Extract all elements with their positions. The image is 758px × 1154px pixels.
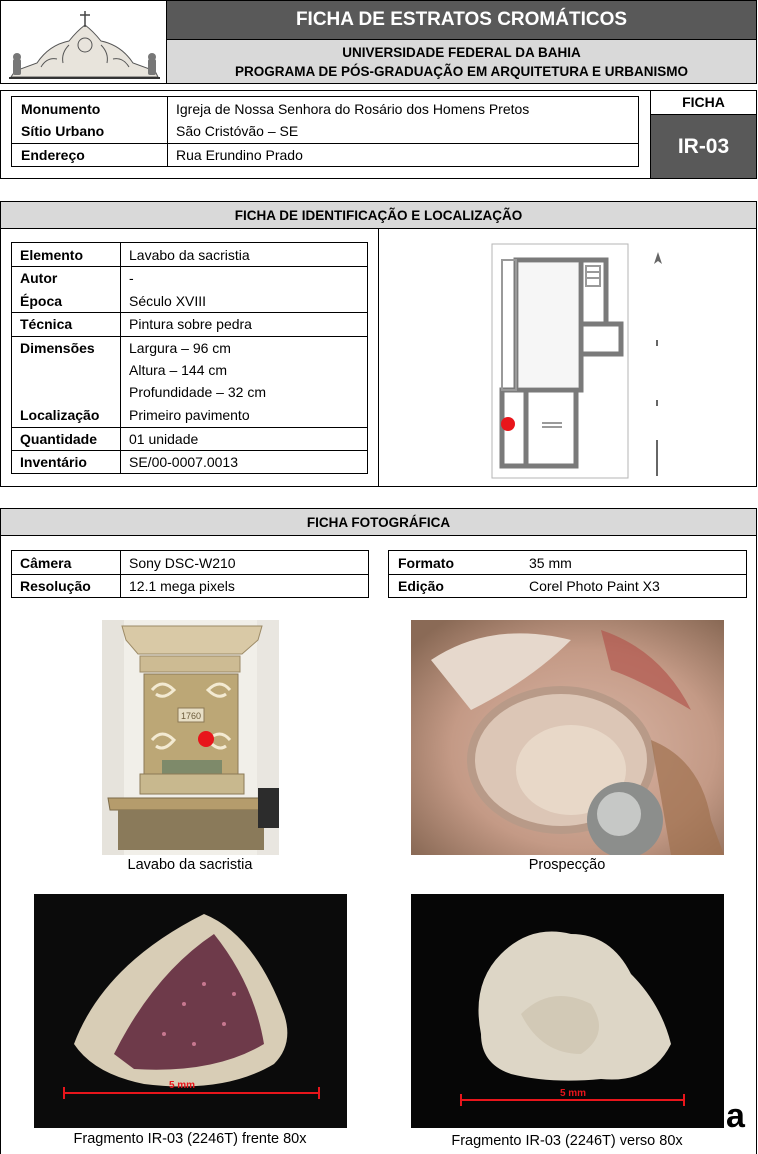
university-name: UNIVERSIDADE FEDERAL DA BAHIA [342, 45, 581, 60]
photo-section-title: FICHA FOTOGRÁFICA [0, 508, 757, 536]
altura-value: Altura – 144 cm [129, 362, 228, 378]
tecnica-label: Técnica [20, 316, 73, 332]
epoca-value: Século XVIII [129, 293, 207, 309]
formato-label: Formato [398, 555, 454, 571]
endereco-label: Endereço [21, 147, 85, 163]
autor-label: Autor [20, 270, 58, 286]
edicao-label: Edição [398, 578, 444, 594]
profundidade-value: Profundidade – 32 cm [129, 384, 266, 400]
ficha-label-box [650, 90, 757, 115]
monumento-label: Monumento [21, 101, 101, 117]
identification-title: FICHA DE IDENTIFICAÇÃO E LOCALIZAÇÃO [0, 201, 757, 229]
program-name: PROGRAMA DE PÓS-GRADUAÇÃO EM ARQUITETURA E URBANISMO [234, 64, 688, 79]
caption-prospeccao: Prospecção [528, 857, 606, 873]
sitio-urbano-value: São Cristóvão – SE [176, 123, 299, 139]
localizacao-label: Localização [20, 407, 100, 423]
page-title: FICHA DE ESTRATOS CROMÁTICOS [166, 0, 757, 40]
sample-marker [198, 731, 214, 747]
scale-label-front: 5 mm [168, 1080, 196, 1091]
epoca-label: Época [20, 293, 63, 309]
header-logo [0, 0, 167, 84]
edicao-value: Corel Photo Paint X3 [529, 578, 660, 594]
endereco-value: Rua Erundino Prado [176, 147, 303, 163]
camera-value: Sony DSC-W210 [129, 555, 236, 571]
localizacao-value: Primeiro pavimento [129, 407, 250, 423]
caption-fragment-front: Fragmento IR-03 (2246T) frente 80x [73, 1131, 307, 1147]
formato-value: 35 mm [529, 555, 572, 571]
camera-table [11, 550, 369, 598]
sitio-urbano-label: Sítio Urbano [21, 123, 105, 139]
camera-label: Câmera [20, 555, 72, 571]
largura-value: Largura – 96 cm [129, 340, 231, 356]
resolucao-value: 12.1 mega pixels [129, 578, 235, 594]
panel-letter: a [726, 1097, 745, 1135]
prospeccao-photo [411, 620, 724, 855]
caption-fragment-back: Fragmento IR-03 (2246T) verso 80x [451, 1133, 683, 1149]
autor-value: - [129, 270, 134, 286]
fragment-back-photo [411, 894, 724, 1128]
tecnica-value: Pintura sobre pedra [129, 316, 252, 332]
plaque-text: 1760 [180, 711, 202, 721]
monument-table [11, 96, 639, 167]
elemento-value: Lavabo da sacristia [129, 247, 250, 263]
fragment-front-photo [34, 894, 347, 1128]
dimensoes-label: Dimensões [20, 340, 95, 356]
ficha-code: IR-03 [677, 134, 730, 158]
monumento-value: Igreja de Nossa Senhora do Rosário dos Homens Pretos [176, 101, 530, 117]
ficha-code-box [650, 114, 757, 179]
quantidade-value: 01 unidade [129, 431, 199, 447]
scale-label-back: 5 mm [559, 1088, 587, 1099]
caption-lavabo: Lavabo da sacristia [127, 857, 253, 873]
elemento-label: Elemento [20, 247, 84, 263]
lavabo-photo [102, 620, 279, 855]
location-marker [501, 417, 515, 431]
resolucao-label: Resolução [20, 578, 91, 594]
inventario-value: SE/00-0007.0013 [129, 454, 238, 470]
floor-plan [486, 240, 676, 485]
quantidade-label: Quantidade [20, 431, 98, 447]
format-table [388, 550, 747, 598]
church-pediment-logo [1, 1, 168, 85]
ficha-label: FICHA [682, 94, 725, 110]
inventario-label: Inventário [20, 454, 87, 470]
institution-header [166, 39, 757, 84]
identification-table [11, 242, 368, 474]
